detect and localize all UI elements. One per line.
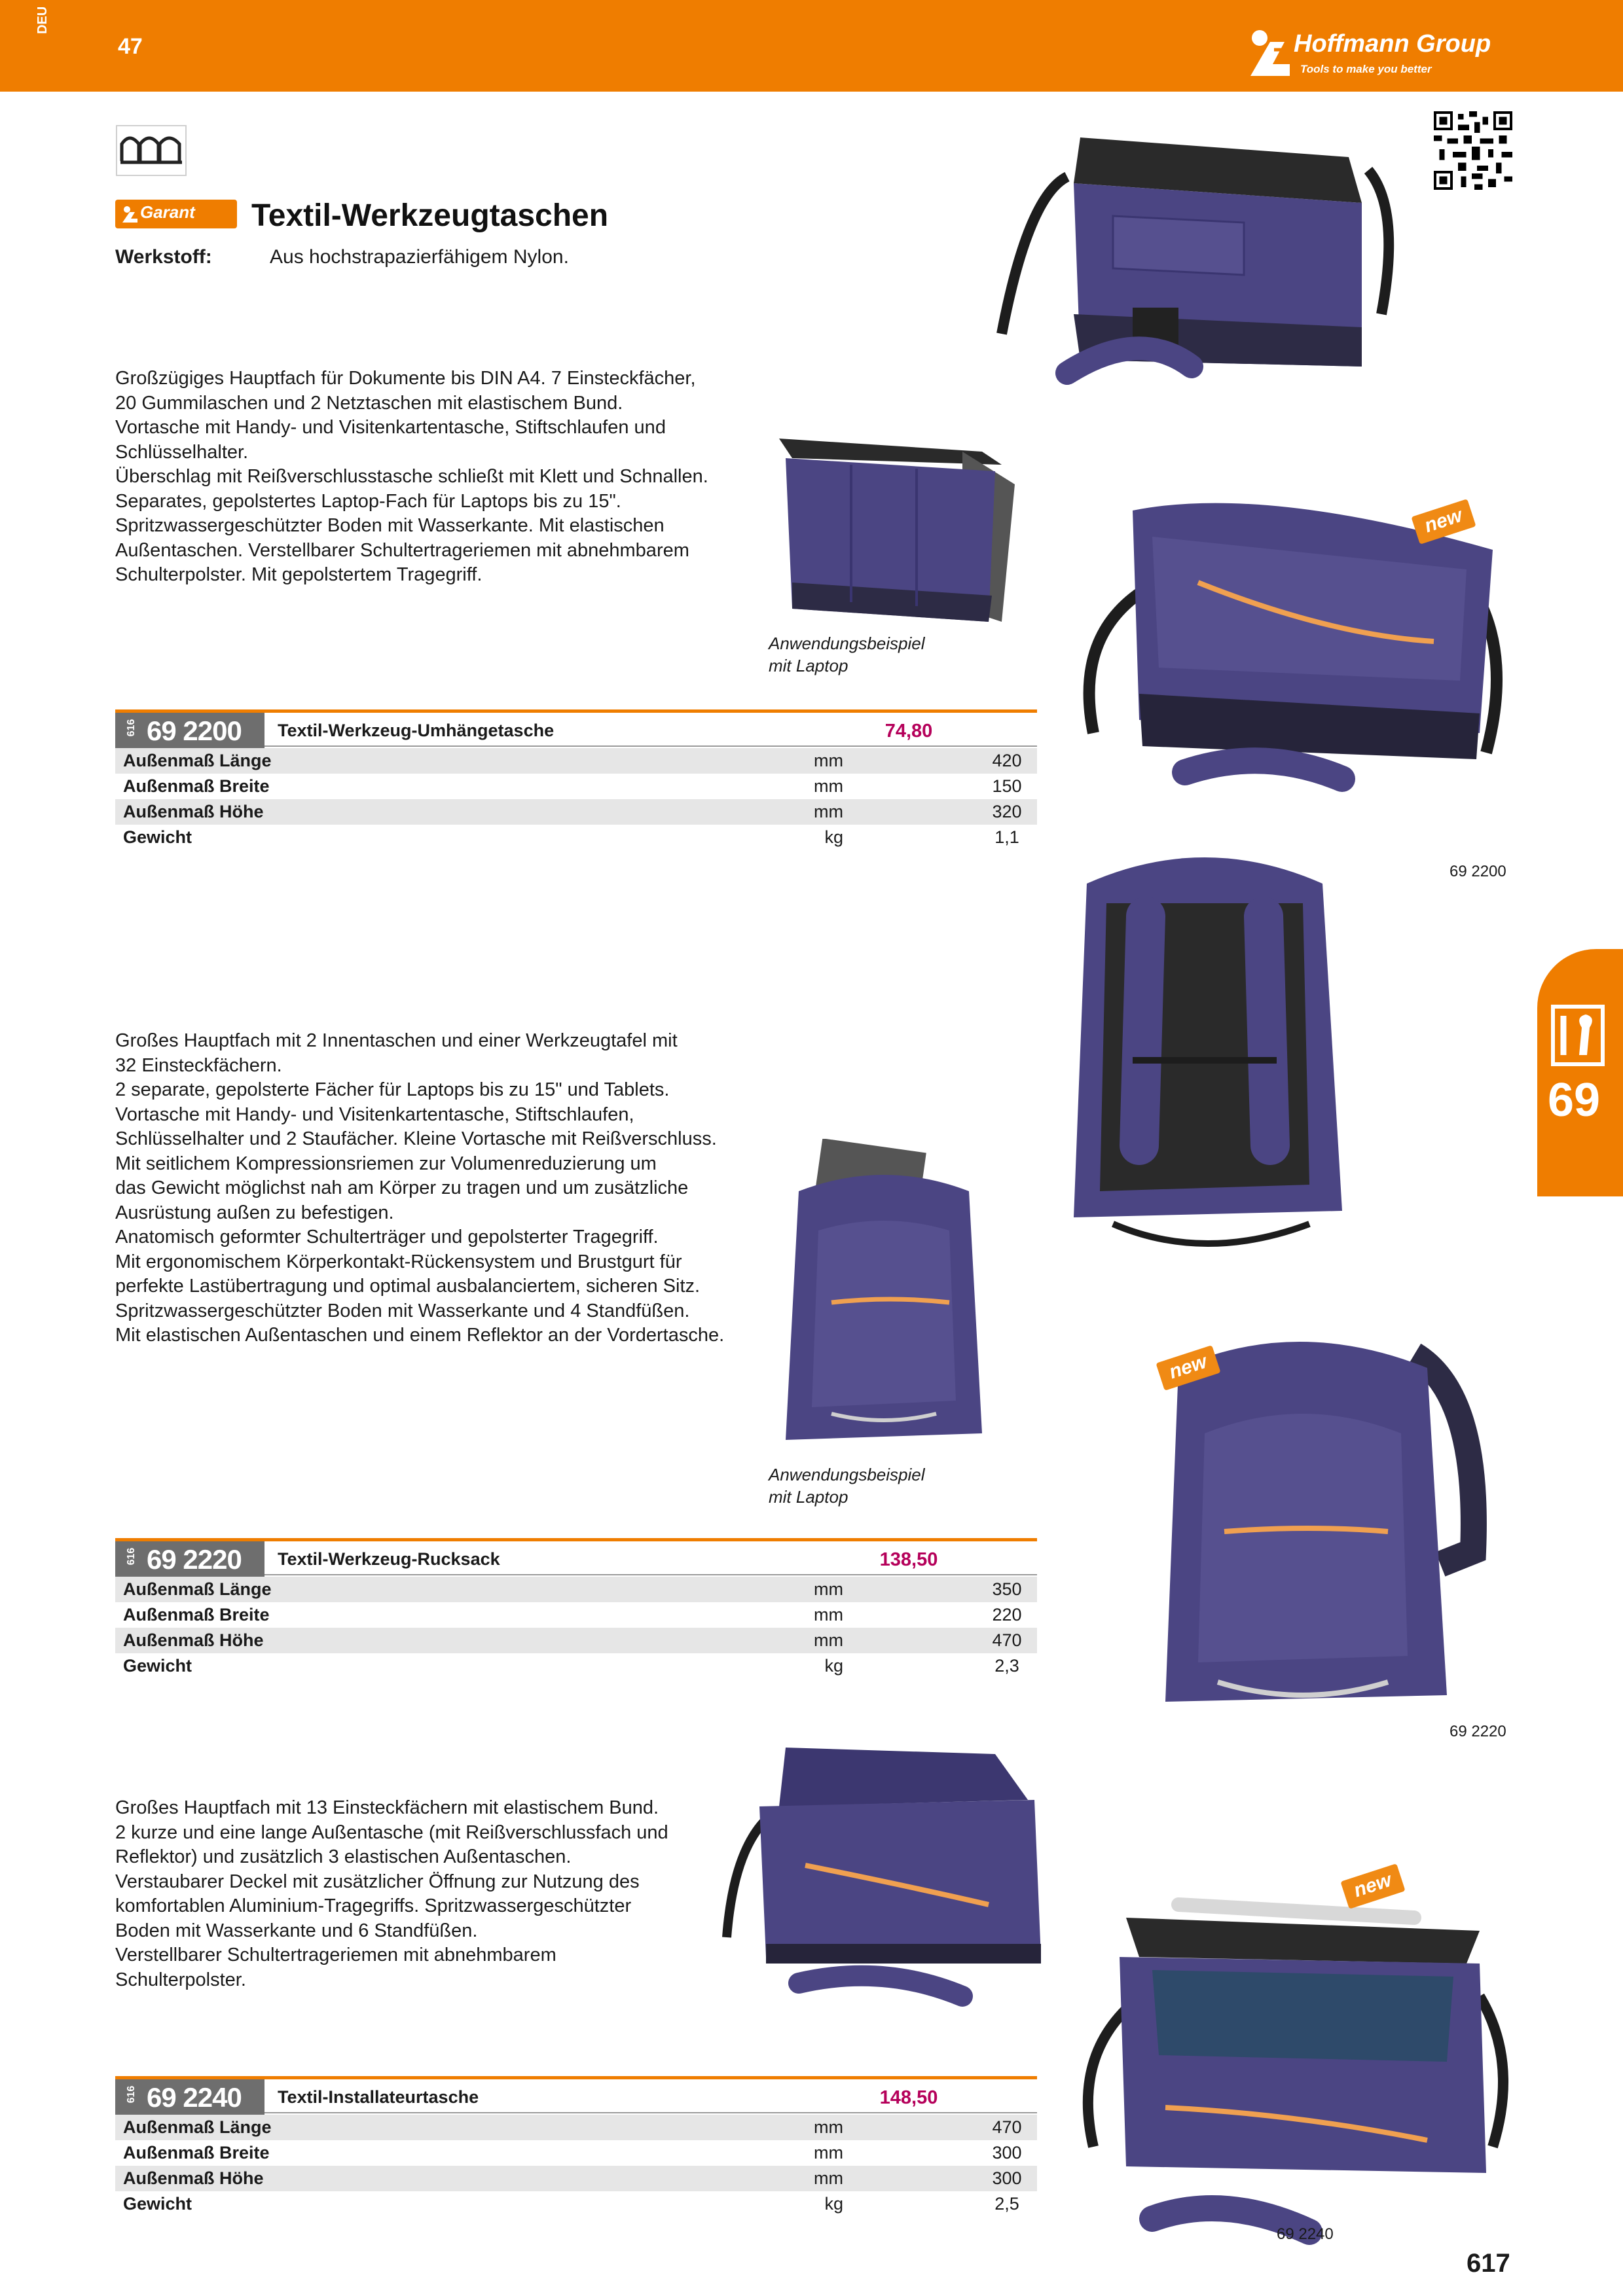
table-row (115, 1628, 1037, 1653)
row-value: 470 (992, 1630, 1022, 1650)
row-value: 320 (992, 802, 1022, 821)
language-code: DEU (35, 6, 50, 34)
brand-claim: Tools to make you better (1300, 63, 1432, 75)
image-caption-2: Anwendungsbeispiel mit Laptop (769, 1465, 925, 1507)
price: 148,50 (879, 2087, 938, 2108)
row-unit: mm (814, 751, 843, 770)
shoulder-bag-with-laptop-image (766, 425, 1028, 641)
price: 74,80 (884, 721, 933, 742)
row-unit: kg (824, 1656, 843, 1676)
row-unit: mm (814, 2117, 843, 2137)
tool-bag-category-icon (115, 124, 187, 177)
garant-logo-icon (120, 204, 140, 224)
header-divider (264, 745, 1037, 747)
product-description-rucksack: Großes Hauptfach mit 2 Innentaschen und einer Werkzeugtafel mit 32 Einsteckfächern. 2 separate, gepolsterte Fächer für Laptops bis zu 15" und Tablets. Vortasche mit Handy- und Visitenkartentasche, Stiftschlaufen, Schlüsselhalter und 2 Staufächer. Kleine Vortasche mit Reißverschluss. Mit seitlichem Kompressionsriemen zur Volumenreduzierung um das Gewicht möglichst nah am Körper zu tragen und um zusätzliche Ausrüstung außen zu befestigen. Anatomisch geformter Schulterträger und gepolsterter Tragegriff. Mit ergonomischem Körperkontakt-Rückensystem und Brustgurt für perfekte Lastübertragung und optimal ausbalanciertem, sicheren Sitz. Spritzwassergeschützter Boden mit Wasserkante und 4 Standfüßen. Mit elastischen Außentaschen und einem Reflektor an der Vordertasche. (115, 1030, 725, 1346)
row-value: 470 (992, 2117, 1022, 2137)
image-reference-3: 69 2240 (1277, 2225, 1334, 2243)
table-row (115, 799, 1037, 825)
catalog-chapter-page: 47 (118, 34, 143, 59)
product-name: Textil-Werkzeug-Rucksack (278, 1549, 500, 1569)
row-unit: kg (824, 2194, 843, 2214)
image-reference-2: 69 2220 (1450, 1723, 1506, 1740)
row-value: 420 (992, 751, 1022, 770)
product-name: Textil-Installateurtasche (278, 2087, 479, 2107)
new-badge-2: new (1156, 1345, 1220, 1391)
article-prefix: 616 (126, 1547, 137, 1566)
row-label: Außenmaß Breite (123, 1605, 270, 1624)
table-row (115, 2191, 1037, 2217)
chapter-side-tab[interactable] (1537, 949, 1623, 1196)
row-label: Gewicht (123, 2194, 192, 2214)
row-unit: mm (814, 802, 843, 821)
row-value: 2,5 (994, 2194, 1019, 2214)
chapter-number: 69 (1548, 1074, 1601, 1126)
table-row (115, 1653, 1037, 1679)
row-unit: mm (814, 2143, 843, 2162)
page-title: Textil-Werkzeugtaschen (251, 198, 609, 233)
table-row (115, 774, 1037, 799)
page-number: 617 (1467, 2249, 1510, 2278)
row-label: Außenmaß Höhe (123, 2168, 264, 2188)
material-value: Aus hochstrapazierfähigem Nylon. (270, 246, 569, 268)
row-unit: mm (814, 1579, 843, 1599)
table-row (115, 1602, 1037, 1628)
price: 138,50 (879, 1549, 938, 1570)
spec-header (115, 709, 1037, 748)
row-unit: mm (814, 1605, 843, 1624)
table-row (115, 748, 1037, 774)
shoulder-bag-open-image (976, 118, 1421, 439)
row-value: 300 (992, 2168, 1022, 2188)
new-badge-1: new (1411, 499, 1476, 545)
row-unit: mm (814, 776, 843, 796)
row-label: Außenmaß Länge (123, 1579, 272, 1599)
article-prefix: 616 (126, 719, 137, 737)
header-divider (264, 2112, 1037, 2113)
product-name: Textil-Werkzeug-Umhängetasche (278, 721, 555, 740)
row-label: Außenmaß Breite (123, 776, 270, 796)
row-unit: kg (824, 827, 843, 847)
spec-header (115, 2076, 1037, 2115)
qr-code-icon[interactable] (1434, 111, 1512, 190)
header-divider (264, 1574, 1037, 1575)
product-description-umhaengetasche: Großzügiges Hauptfach für Dokumente bis DIN A4. 7 Einsteckfächer, 20 Gummilaschen und 2 Netztaschen mit elastischem Bund. Vortasche mit Handy- und Visitenkartentasche, Stiftschlaufen und Schlüsselhalter. Überschlag mit Reißverschlusstasche schließt mit Klett und Schnallen. Separates, gepolstertes Laptop-Fach für Laptops bis zu 15". Spritzwassergeschützter Boden mit Wasserkante. Mit elastischen Außentaschen. Verstellbarer Schultertrageriemen mit abnehmbarem Schulterpolster. Mit gepolstertem Tragegriff. (115, 368, 708, 585)
article-prefix: 616 (126, 2085, 137, 2104)
article-number: 69 2220 (147, 1544, 242, 1575)
installer-bag-closed-image (714, 1734, 1054, 2022)
wrench-screwdriver-icon (1549, 1003, 1607, 1068)
row-label: Außenmaß Höhe (123, 1630, 264, 1650)
backpack-with-laptop-image (773, 1139, 995, 1466)
spec-header (115, 1538, 1037, 1577)
row-value: 220 (992, 1605, 1022, 1624)
spec-table-69-2240 (115, 2076, 1037, 2217)
row-value: 350 (992, 1579, 1022, 1599)
row-label: Außenmaß Länge (123, 751, 272, 770)
table-row (115, 2166, 1037, 2191)
spec-table-69-2200 (115, 709, 1037, 850)
garant-logo-text: Garant (140, 202, 195, 222)
table-row (115, 1577, 1037, 1602)
row-label: Gewicht (123, 1656, 192, 1676)
spec-table-69-2220 (115, 1538, 1037, 1679)
image-reference-1: 69 2200 (1450, 863, 1506, 880)
new-badge-3: new (1340, 1863, 1405, 1909)
row-label: Außenmaß Länge (123, 2117, 272, 2137)
row-label: Außenmaß Höhe (123, 802, 264, 821)
table-row (115, 825, 1037, 850)
row-unit: mm (814, 2168, 843, 2188)
row-value: 150 (992, 776, 1022, 796)
article-number: 69 2200 (147, 715, 242, 746)
row-value: 2,3 (994, 1656, 1019, 1676)
row-value: 300 (992, 2143, 1022, 2162)
table-row (115, 2115, 1037, 2140)
row-label: Außenmaß Breite (123, 2143, 270, 2162)
article-number: 69 2240 (147, 2082, 242, 2113)
row-value: 1,1 (994, 827, 1019, 847)
product-description-installateurtasche: Großes Hauptfach mit 13 Einsteckfächern mit elastischem Bund. 2 kurze und eine lange Außentasche (mit Reißverschlussfach und Reflektor) und zusätzlich 3 elastischen Außentaschen. Verstaubarer Deckel mit zusätzlicher Öffnung zur Nutzung des komfortablen Aluminium-Tragegriffs. Spritzwassergeschützter Boden mit Wasserkante und 6 Standfüßen. Verstellbarer Schultertrageriemen mit abnehmbarem Schulterpolster. (115, 1797, 668, 1990)
installer-bag-open-image (1061, 1865, 1519, 2265)
material-label: Werkstoff: (115, 246, 212, 268)
table-row (115, 2140, 1037, 2166)
brand-name: Hoffmann Group (1294, 30, 1491, 58)
row-label: Gewicht (123, 827, 192, 847)
row-unit: mm (814, 1630, 843, 1650)
image-caption-1: Anwendungsbeispiel mit Laptop (769, 634, 925, 675)
backpack-back-image (1048, 844, 1362, 1263)
